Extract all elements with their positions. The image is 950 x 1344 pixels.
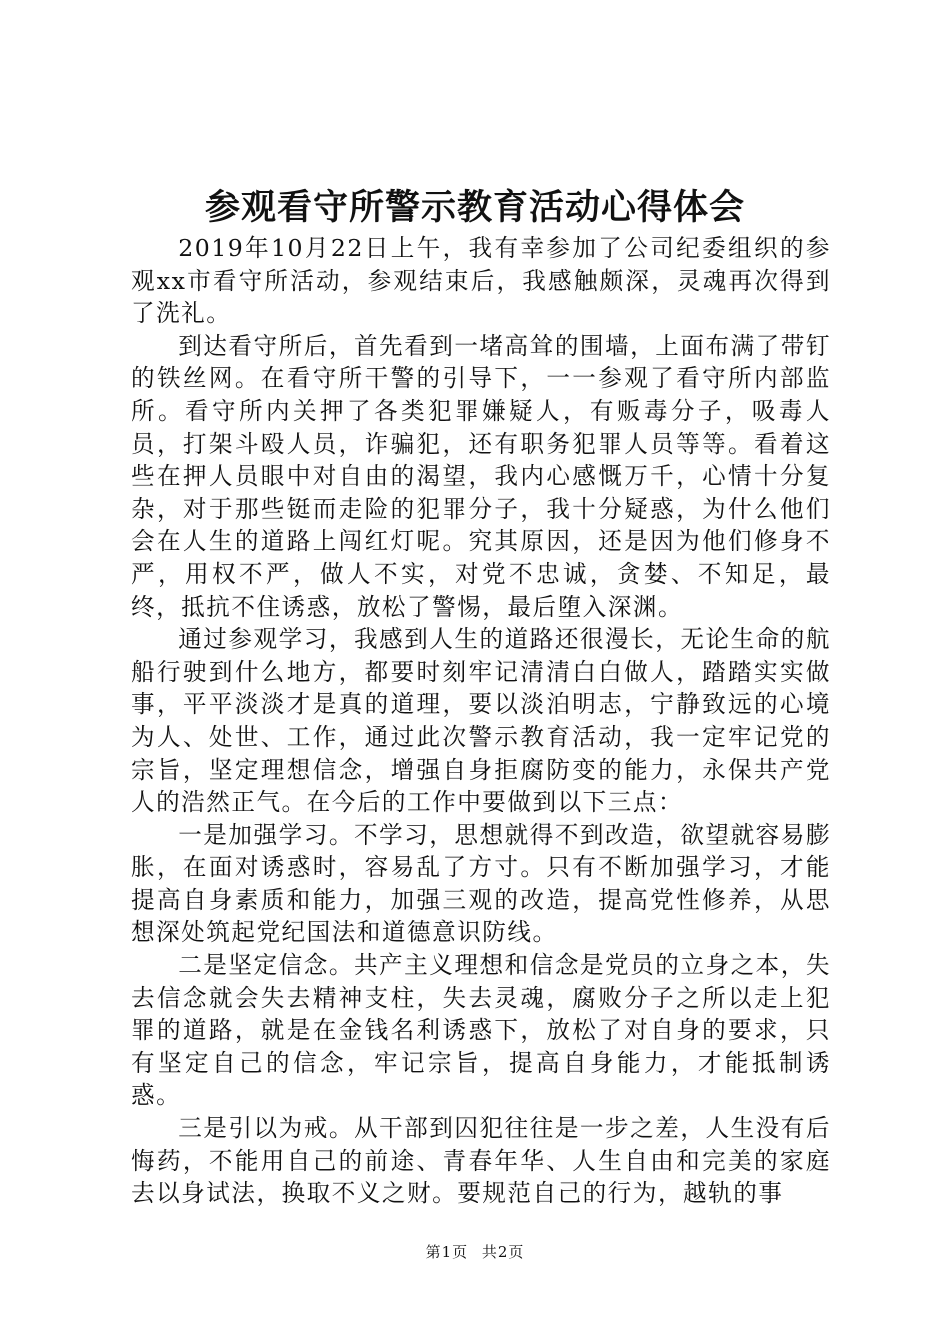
paragraph-point-two: 二是坚定信念。共产主义理想和信念是党员的立身之本，失去信念就会失去精神支柱，失去灵魂，腐败分子之所以走上犯罪的道路，就是在金钱名利诱惑下，放松了对自身的要求，只有坚定自己的信念，牢记宗旨，提高自身能力，才能抵制诱惑。: [131, 951, 831, 1110]
page-number: 第1页: [425, 1243, 469, 1261]
paragraph-intro: 2019年10月22日上午，我有幸参加了公司纪委组织的参观xx市看守所活动，参观结束后，我感触颇深，灵魂再次得到了洗礼。: [131, 234, 831, 328]
document-body: [131, 232, 831, 1210]
paragraph-point-one: 一是加强学习。不学习，思想就得不到改造，欲望就容易膨胀，在面对诱惑时，容易乱了方寸。只有不断加强学习，才能提高自身素质和能力，加强三观的改造，提高党性修养，从思想深处筑起党纪国法和道德意识防线。: [131, 820, 831, 947]
document-title: 参观看守所警示教育活动心得体会: [204, 187, 745, 228]
page-footer: [0, 1242, 950, 1262]
paragraph-reflection: 通过参观学习，我感到人生的道路还很漫长，无论生命的航船行驶到什么地方，都要时刻牢记清清白白做人，踏踏实实做事，平平淡淡才是真的道理，要以淡泊明志，宁静致远的心境为人、处世、工作，通过此次警示教育活动，我一定牢记党的宗旨，坚定理想信念，增强自身拒腐防变的能力，永保共产党人的浩然正气。在今后的工作中要做到以下三点：: [131, 625, 831, 817]
paragraph-point-three: 三是引以为戒。从干部到囚犯往往是一步之差，人生没有后悔药，不能用自己的前途、青春年华、人生自由和完美的家庭去以身试法，换取不义之财。要规范自己的行为，越轨的事: [131, 1114, 831, 1208]
paragraph-visit: 到达看守所后，首先看到一堵高耸的围墙，上面布满了带钉的铁丝网。在看守所干警的引导下，一一参观了看守所内部监所。看守所内关押了各类犯罪嫌疑人，有贩毒分子，吸毒人员，打架斗殴人员，诈骗犯，还有职务犯罪人员等等。看着这些在押人员眼中对自由的渴望，我内心感慨万千，心情十分复杂，对于那些铤而走险的犯罪分子，我十分疑惑，为什么他们会在人生的道路上闯红灯呢。究其原因，还是因为他们修身不严，用权不严，做人不实，对党不忠诚，贪婪、不知足，最终，抵抗不住诱惑，放松了警惕，最后堕入深渊。: [131, 331, 831, 621]
page-total: 共2页: [481, 1243, 525, 1261]
